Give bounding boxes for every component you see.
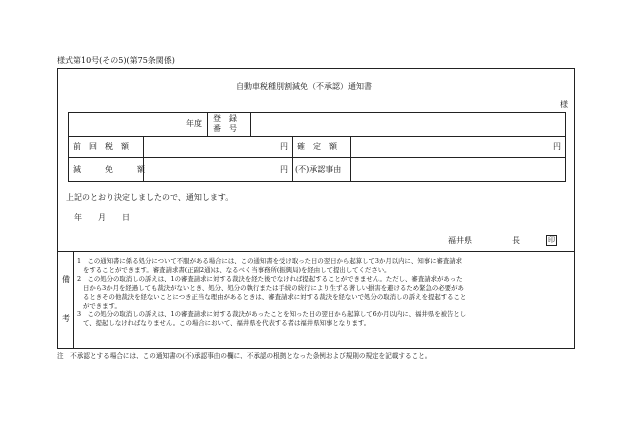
form-number: 様式第10号(その5)(第75条関係) <box>57 56 175 65</box>
confirmed-amount-label: 確 定 額 <box>297 142 337 151</box>
registration-divider <box>250 112 251 137</box>
decision-text: 上記のとおり決定しましたので、通知します。 <box>66 193 234 202</box>
year-label: 年度 <box>186 119 202 128</box>
remarks-label-1: 備 <box>62 275 70 284</box>
rejection-reason-label: (不)承認事由 <box>295 165 342 174</box>
table-top <box>68 112 566 113</box>
frame-right <box>574 68 575 349</box>
remarks-line: 3 この処分の取消しの訴えは、1の審査請求に対する裁決があったことを知った日の翌日から起算して6か月以内に、福井県を被告とし <box>77 310 467 319</box>
center-divider <box>292 136 293 182</box>
remarks-line: 1 この通知書に係る処分について不服がある場合には、この通知書を受け取った日の翌日から起算して3か月以内に、知事に審査請求 <box>77 257 463 265</box>
issuer-text: 福井県 長 <box>448 236 520 245</box>
remarks-line: て、提起しなければなりません。この場合において、福井県を代表する者は福井県知事となります。 <box>83 319 371 328</box>
previous-tax-yen: 円 <box>280 142 288 151</box>
table-left <box>68 112 69 182</box>
remarks-line: をすることができます。審査請求書(正副2通)は、なるべく当事務所(振興局)を経由して提出してください。 <box>83 265 391 274</box>
registration-label-line2: 番 号 <box>213 124 237 133</box>
reduction-yen: 円 <box>280 165 288 174</box>
reduction-label: 減 免 額 <box>73 165 145 174</box>
frame-top <box>57 68 575 69</box>
previous-tax-label: 前 回 税 額 <box>73 142 129 151</box>
date-text: 年 月 日 <box>74 213 130 222</box>
registration-label-line1: 登 録 <box>213 114 237 123</box>
addressee-suffix: 様 <box>560 100 568 109</box>
remarks-divider <box>57 251 575 252</box>
remarks-line: 2 この処分の取消しの訴えは、1の審査請求に対する裁決を経た後でなければ提起することができません。ただし、審査請求があった <box>77 274 463 283</box>
remarks-label-2: 考 <box>62 314 70 323</box>
remarks-label-divider <box>73 251 74 349</box>
footnote: 注 不承認とする場合には、この通知書の(不)承認事由の欄に、不承認の根拠となった条例および規則の規定を記載すること。 <box>57 352 432 360</box>
remarks-text <box>77 257 547 328</box>
label-divider-left <box>143 136 144 182</box>
frame-bottom <box>57 348 575 349</box>
year-divider <box>207 112 208 137</box>
remarks-line: るときその他裁決を経ないことにつき正当な理由があるときは、審査請求に対する裁決を経ないで処分の取消しの訴えを提起すること <box>83 292 467 301</box>
document-title: 自動車税種別割減免（不承認）通知書 <box>236 82 372 91</box>
table-right <box>565 112 566 182</box>
confirmed-amount-yen: 円 <box>553 142 561 151</box>
seal-mark: 印 <box>548 236 555 244</box>
label-divider-right <box>350 136 351 182</box>
frame-left <box>57 68 58 349</box>
remarks-line: 日から3か月を経過しても裁決がないとき、処分、処分の執行または手続の続行により生ずる著しい損害を避けるため緊急の必要があ <box>83 283 464 292</box>
remarks-line: ができます。 <box>83 301 121 310</box>
